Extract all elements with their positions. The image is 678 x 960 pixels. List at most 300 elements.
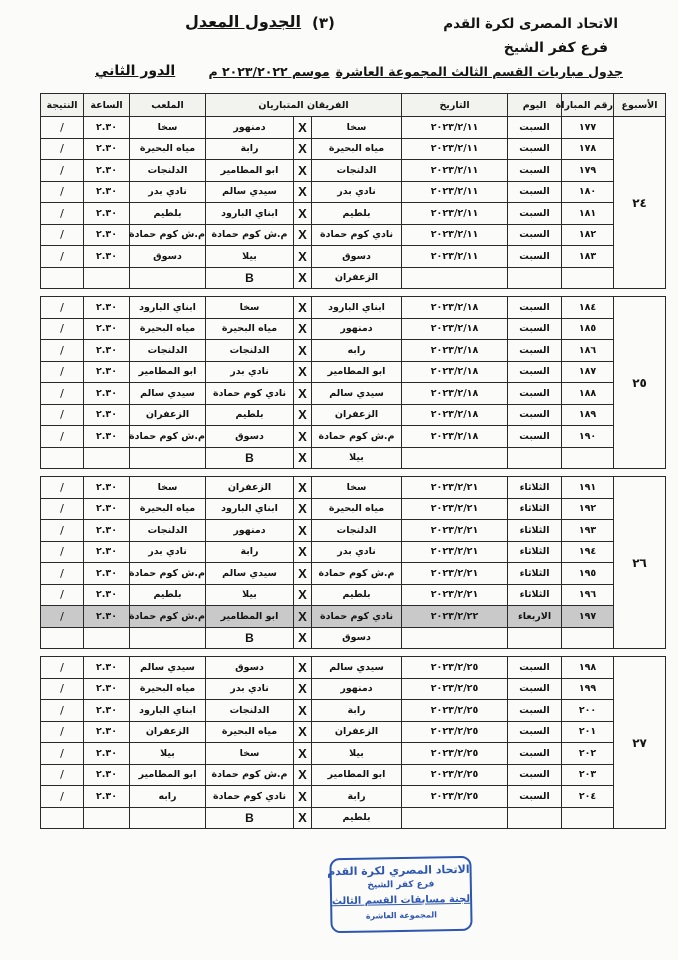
table-row: [41, 764, 666, 786]
table-row: [41, 606, 666, 628]
empty-cell: [84, 627, 130, 649]
stamp-line-4: المجموعة العاشرة: [365, 910, 438, 921]
table-row: [41, 404, 666, 426]
empty-cell: [402, 447, 508, 469]
match-result: /: [41, 318, 84, 340]
empty-cell: [41, 267, 84, 289]
versus-mark: X: [294, 520, 312, 542]
home-team: سخا: [312, 117, 402, 139]
match-venue: بلطيم: [130, 203, 206, 225]
table-row: [41, 426, 666, 448]
match-venue: مياه البحيرة: [130, 318, 206, 340]
match-result: /: [41, 721, 84, 743]
match-day: السبت: [508, 678, 562, 700]
match-venue: الزعفران: [130, 721, 206, 743]
match-venue: رابه: [130, 786, 206, 808]
table-row: [41, 181, 666, 203]
match-date: ٢٠٢٣/٢/١٨: [402, 318, 508, 340]
home-team: مياه البحيرة: [312, 498, 402, 520]
match-time: ٢.٣٠: [84, 764, 130, 786]
versus-mark: X: [294, 498, 312, 520]
match-venue: م.ش كوم حمادة: [130, 563, 206, 585]
match-day: السبت: [508, 297, 562, 319]
match-result: /: [41, 498, 84, 520]
versus-mark: X: [294, 246, 312, 268]
away-team: الزعفران: [206, 477, 294, 499]
empty-cell: [508, 447, 562, 469]
col-teams: الفريقان المتباريان: [206, 94, 402, 117]
table-row: [41, 721, 666, 743]
match-day: السبت: [508, 764, 562, 786]
separator-cell: [41, 649, 666, 657]
versus-mark: X: [294, 541, 312, 563]
match-result: /: [41, 584, 84, 606]
empty-cell: [84, 807, 130, 829]
match-result: /: [41, 426, 84, 448]
table-row: [41, 224, 666, 246]
versus-mark: X: [294, 786, 312, 808]
versus-mark: X: [294, 721, 312, 743]
stamp-line-2: فرع كفر الشيخ: [367, 879, 435, 891]
match-result: /: [41, 246, 84, 268]
match-day: الاربعاء: [508, 606, 562, 628]
match-time: ٢.٣٠: [84, 743, 130, 765]
col-result: النتيجة: [41, 94, 84, 117]
match-day: السبت: [508, 318, 562, 340]
page-title: الجدول المعدل: [185, 12, 302, 31]
match-day: السبت: [508, 700, 562, 722]
match-day: السبت: [508, 203, 562, 225]
match-result: /: [41, 700, 84, 722]
match-date: ٢٠٢٣/٢/٢٥: [402, 657, 508, 679]
away-team: رابة: [206, 138, 294, 160]
season-text: موسم ٢٠٢٣/٢٠٢٢ م: [208, 64, 330, 79]
match-venue: ابناي البارود: [130, 700, 206, 722]
home-team: دسوق: [312, 246, 402, 268]
match-number: ٢٠٣: [562, 764, 614, 786]
match-time: ٢.٣٠: [84, 606, 130, 628]
home-team: بلطيم: [312, 203, 402, 225]
away-team: دسوق: [206, 426, 294, 448]
empty-cell: [562, 627, 614, 649]
away-team: نادي بدر: [206, 361, 294, 383]
table-row: [41, 160, 666, 182]
match-number: ١٩٨: [562, 657, 614, 679]
match-venue: نادي بدر: [130, 181, 206, 203]
match-time: ٢.٣٠: [84, 657, 130, 679]
away-team: بيلا: [206, 246, 294, 268]
versus-mark: X: [294, 117, 312, 139]
match-time: ٢.٣٠: [84, 541, 130, 563]
match-time: ٢.٣٠: [84, 383, 130, 405]
match-date: ٢٠٢٣/٢/١١: [402, 181, 508, 203]
schedule-table: [40, 93, 666, 829]
match-number: ٢٠٤: [562, 786, 614, 808]
week-number: ٢٥: [614, 297, 666, 469]
away-team: نادي كوم حمادة: [206, 786, 294, 808]
match-venue: ابناي البارود: [130, 297, 206, 319]
home-team: سخا: [312, 477, 402, 499]
bye-team: بيلا: [312, 447, 402, 469]
home-team: مياه البحيرة: [312, 138, 402, 160]
home-team: نادي بدر: [312, 541, 402, 563]
match-date: ٢٠٢٣/٢/١١: [402, 224, 508, 246]
official-stamp: [329, 856, 472, 933]
table-row: [41, 657, 666, 679]
match-day: الثلاثاء: [508, 498, 562, 520]
match-number: ١٧٨: [562, 138, 614, 160]
match-date: ٢٠٢٣/٢/٢٥: [402, 743, 508, 765]
match-date: ٢٠٢٣/٢/٢١: [402, 584, 508, 606]
match-day: السبت: [508, 786, 562, 808]
match-venue: مياه البحيرة: [130, 498, 206, 520]
match-result: /: [41, 657, 84, 679]
match-result: /: [41, 138, 84, 160]
bye-row: [41, 267, 666, 289]
match-day: السبت: [508, 224, 562, 246]
match-result: /: [41, 764, 84, 786]
bye-mark: B: [206, 807, 294, 829]
match-number: ١٨٣: [562, 246, 614, 268]
versus-mark: X: [294, 743, 312, 765]
table-row: [41, 700, 666, 722]
match-date: ٢٠٢٣/٢/١١: [402, 117, 508, 139]
away-team: مياه البحيرة: [206, 318, 294, 340]
match-time: ٢.٣٠: [84, 520, 130, 542]
match-time: ٢.٣٠: [84, 563, 130, 585]
match-number: ١٩٧: [562, 606, 614, 628]
subtitle-text: جدول مباريات القسم الثالث المجموعة العاشرة: [335, 64, 623, 79]
match-result: /: [41, 340, 84, 362]
versus-mark: X: [294, 267, 312, 289]
table-row: [41, 477, 666, 499]
empty-cell: [402, 267, 508, 289]
match-day: الثلاثاء: [508, 563, 562, 585]
empty-cell: [508, 627, 562, 649]
bye-team: دسوق: [312, 627, 402, 649]
match-result: /: [41, 297, 84, 319]
match-day: الثلاثاء: [508, 584, 562, 606]
match-number: ١٩١: [562, 477, 614, 499]
match-day: السبت: [508, 181, 562, 203]
versus-mark: X: [294, 160, 312, 182]
match-result: /: [41, 383, 84, 405]
empty-cell: [402, 807, 508, 829]
match-time: ٢.٣٠: [84, 498, 130, 520]
versus-mark: X: [294, 700, 312, 722]
match-result: /: [41, 160, 84, 182]
match-number: ٢٠١: [562, 721, 614, 743]
bye-row: [41, 627, 666, 649]
separator-cell: [41, 289, 666, 297]
match-result: /: [41, 477, 84, 499]
match-venue: الدلنجات: [130, 160, 206, 182]
match-time: ٢.٣٠: [84, 361, 130, 383]
match-venue: سيدي سالم: [130, 383, 206, 405]
home-team: الزعفران: [312, 404, 402, 426]
match-venue: بلطيم: [130, 584, 206, 606]
match-number: ١٨٢: [562, 224, 614, 246]
home-team: سيدي سالم: [312, 657, 402, 679]
table-row: [41, 563, 666, 585]
match-venue: مياه البحيرة: [130, 138, 206, 160]
table-row: [41, 786, 666, 808]
match-date: ٢٠٢٣/٢/١٨: [402, 404, 508, 426]
match-time: ٢.٣٠: [84, 246, 130, 268]
versus-mark: X: [294, 426, 312, 448]
match-date: ٢٠٢٣/٢/١٨: [402, 297, 508, 319]
away-team: نادي بدر: [206, 678, 294, 700]
table-row: [41, 203, 666, 225]
away-team: نادي كوم حمادة: [206, 383, 294, 405]
match-date: ٢٠٢٣/٢/١١: [402, 160, 508, 182]
match-day: السبت: [508, 246, 562, 268]
versus-mark: X: [294, 807, 312, 829]
bye-mark: B: [206, 447, 294, 469]
match-date: ٢٠٢٣/٢/١٨: [402, 361, 508, 383]
match-result: /: [41, 404, 84, 426]
home-team: ابو المطامير: [312, 764, 402, 786]
match-time: ٢.٣٠: [84, 477, 130, 499]
match-number: ١٨٠: [562, 181, 614, 203]
home-team: دمنهور: [312, 678, 402, 700]
organization-name: الاتحاد المصرى لكرة القدم: [443, 16, 618, 32]
home-team: الزعفران: [312, 721, 402, 743]
match-date: ٢٠٢٣/٢/٢٥: [402, 721, 508, 743]
match-date: ٢٠٢٣/٢/٢١: [402, 563, 508, 585]
bye-mark: B: [206, 627, 294, 649]
col-venue: الملعب: [130, 94, 206, 117]
match-number: ١٧٧: [562, 117, 614, 139]
match-venue: م.ش كوم حمادة: [130, 606, 206, 628]
home-team: رابة: [312, 786, 402, 808]
match-time: ٢.٣٠: [84, 340, 130, 362]
table-row: [41, 383, 666, 405]
match-date: ٢٠٢٣/٢/٢١: [402, 520, 508, 542]
match-result: /: [41, 563, 84, 585]
match-date: ٢٠٢٣/٢/١١: [402, 246, 508, 268]
match-time: ٢.٣٠: [84, 224, 130, 246]
bye-row: [41, 447, 666, 469]
versus-mark: X: [294, 477, 312, 499]
match-venue: الدلنجات: [130, 520, 206, 542]
table-row: [41, 541, 666, 563]
match-venue: سخا: [130, 117, 206, 139]
stamp-line-3: لجنة مسابقات القسم الثالث: [331, 893, 471, 908]
empty-cell: [130, 447, 206, 469]
match-result: /: [41, 361, 84, 383]
match-date: ٢٠٢٣/٢/١١: [402, 138, 508, 160]
home-team: نادي كوم حمادة: [312, 224, 402, 246]
match-date: ٢٠٢٣/٢/٢١: [402, 541, 508, 563]
table-row: [41, 520, 666, 542]
home-team: رابه: [312, 340, 402, 362]
versus-mark: X: [294, 224, 312, 246]
table-row: [41, 297, 666, 319]
col-day: اليوم: [508, 94, 562, 117]
away-team: رابة: [206, 541, 294, 563]
bye-mark: B: [206, 267, 294, 289]
match-result: /: [41, 117, 84, 139]
versus-mark: X: [294, 181, 312, 203]
match-date: ٢٠٢٣/٢/٢٥: [402, 786, 508, 808]
versus-mark: X: [294, 563, 312, 585]
empty-cell: [130, 267, 206, 289]
match-venue: سيدي سالم: [130, 657, 206, 679]
empty-cell: [562, 267, 614, 289]
table-row: [41, 361, 666, 383]
schedule-subtitle: [208, 64, 623, 79]
match-number: ١٩٣: [562, 520, 614, 542]
match-day: السبت: [508, 361, 562, 383]
match-result: /: [41, 181, 84, 203]
match-time: ٢.٣٠: [84, 678, 130, 700]
match-day: الثلاثاء: [508, 541, 562, 563]
match-venue: م.ش كوم حمادة: [130, 426, 206, 448]
away-team: بيلا: [206, 584, 294, 606]
match-day: السبت: [508, 404, 562, 426]
bye-row: [41, 807, 666, 829]
match-date: ٢٠٢٣/٢/٢٥: [402, 700, 508, 722]
match-number: ١٩٥: [562, 563, 614, 585]
home-team: نادي كوم حمادة: [312, 606, 402, 628]
match-day: السبت: [508, 743, 562, 765]
home-team: الدلنجات: [312, 520, 402, 542]
match-venue: الزعفران: [130, 404, 206, 426]
away-team: سخا: [206, 297, 294, 319]
match-number: ١٧٩: [562, 160, 614, 182]
table-row: [41, 340, 666, 362]
versus-mark: X: [294, 297, 312, 319]
match-number: ٢٠٢: [562, 743, 614, 765]
home-team: الدلنجات: [312, 160, 402, 182]
match-number: ١٩٠: [562, 426, 614, 448]
match-number: ٢٠٠: [562, 700, 614, 722]
week-number: ٢٦: [614, 477, 666, 649]
match-venue: الدلنجات: [130, 340, 206, 362]
empty-cell: [508, 267, 562, 289]
separator-cell: [41, 469, 666, 477]
match-day: السبت: [508, 340, 562, 362]
match-number: ١٩٩: [562, 678, 614, 700]
match-result: /: [41, 541, 84, 563]
away-team: ابناي البارود: [206, 498, 294, 520]
match-day: الثلاثاء: [508, 520, 562, 542]
match-number: ١٩٦: [562, 584, 614, 606]
home-team: نادي بدر: [312, 181, 402, 203]
versus-mark: X: [294, 584, 312, 606]
week-number: ٢٤: [614, 117, 666, 289]
table-row: [41, 138, 666, 160]
match-venue: ابو المطامير: [130, 361, 206, 383]
home-team: ابو المطامير: [312, 361, 402, 383]
empty-cell: [41, 447, 84, 469]
match-day: السبت: [508, 426, 562, 448]
match-time: ٢.٣٠: [84, 700, 130, 722]
versus-mark: X: [294, 678, 312, 700]
match-date: ٢٠٢٣/٢/٢١: [402, 498, 508, 520]
away-team: م.ش كوم حمادة: [206, 764, 294, 786]
away-team: م.ش كوم حمادة: [206, 224, 294, 246]
match-result: /: [41, 520, 84, 542]
week-number: ٢٧: [614, 657, 666, 829]
match-date: ٢٠٢٣/٢/١٨: [402, 340, 508, 362]
match-time: ٢.٣٠: [84, 160, 130, 182]
versus-mark: X: [294, 404, 312, 426]
table-row: [41, 743, 666, 765]
empty-cell: [562, 807, 614, 829]
table-row: [41, 246, 666, 268]
empty-cell: [508, 807, 562, 829]
home-team: بلطيم: [312, 584, 402, 606]
match-number: ١٨٧: [562, 361, 614, 383]
home-team: سيدي سالم: [312, 383, 402, 405]
match-venue: نادي بدر: [130, 541, 206, 563]
table-body: [41, 117, 666, 829]
col-time: الساعة: [84, 94, 130, 117]
week-separator: [41, 649, 666, 657]
empty-cell: [402, 627, 508, 649]
versus-mark: X: [294, 318, 312, 340]
match-venue: بيلا: [130, 743, 206, 765]
versus-mark: X: [294, 138, 312, 160]
match-time: ٢.٣٠: [84, 426, 130, 448]
versus-mark: X: [294, 627, 312, 649]
page-number: (٣): [312, 14, 335, 32]
match-date: ٢٠٢٣/٢/٢٥: [402, 764, 508, 786]
away-team: سيدي سالم: [206, 181, 294, 203]
empty-cell: [41, 807, 84, 829]
home-team: رابة: [312, 700, 402, 722]
home-team: م.ش كوم حمادة: [312, 563, 402, 585]
table-row: [41, 498, 666, 520]
round-label: الدور الثاني: [95, 63, 176, 79]
empty-cell: [130, 807, 206, 829]
versus-mark: X: [294, 361, 312, 383]
match-day: السبت: [508, 721, 562, 743]
versus-mark: X: [294, 657, 312, 679]
match-date: ٢٠٢٣/٢/١٨: [402, 383, 508, 405]
match-number: ١٨٦: [562, 340, 614, 362]
col-match-number: رقم المباراة: [562, 94, 614, 117]
versus-mark: X: [294, 383, 312, 405]
away-team: سيدي سالم: [206, 563, 294, 585]
table-row: [41, 678, 666, 700]
match-result: /: [41, 203, 84, 225]
match-date: ٢٠٢٣/٢/٢٥: [402, 678, 508, 700]
versus-mark: X: [294, 606, 312, 628]
match-venue: سخا: [130, 477, 206, 499]
match-date: ٢٠٢٣/٢/٢١: [402, 477, 508, 499]
away-team: ابو المطامير: [206, 160, 294, 182]
versus-mark: X: [294, 340, 312, 362]
match-number: ١٨٥: [562, 318, 614, 340]
away-team: مياه البحيرة: [206, 721, 294, 743]
empty-cell: [41, 627, 84, 649]
versus-mark: X: [294, 203, 312, 225]
match-result: /: [41, 786, 84, 808]
away-team: الدلنجات: [206, 700, 294, 722]
match-number: ١٨٩: [562, 404, 614, 426]
match-time: ٢.٣٠: [84, 117, 130, 139]
match-time: ٢.٣٠: [84, 318, 130, 340]
empty-cell: [84, 447, 130, 469]
match-date: ٢٠٢٣/٢/٢٢: [402, 606, 508, 628]
match-result: /: [41, 224, 84, 246]
match-day: السبت: [508, 657, 562, 679]
match-result: /: [41, 743, 84, 765]
match-time: ٢.٣٠: [84, 721, 130, 743]
